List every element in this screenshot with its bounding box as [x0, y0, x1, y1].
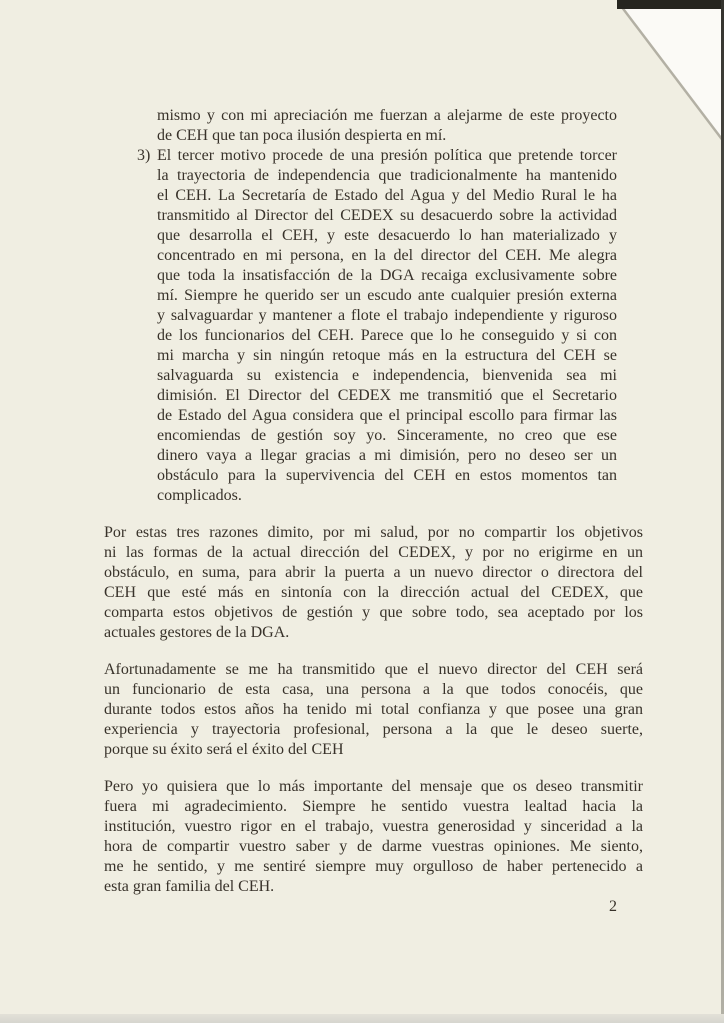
list-item-marker: 3): [137, 147, 151, 164]
text-line: salvaguarda su existencia e independencia, bienvenida sea mi: [157, 367, 617, 384]
page-number: 2: [609, 898, 617, 915]
text-line: mismo y con mi apreciación me fuerzan a alejarme de este proyecto: [157, 107, 617, 124]
text-line: fuera mi agradecimiento. Siempre he sentido vuestra lealtad hacia la: [104, 798, 643, 815]
text-line: obstáculo, en suma, para abrir la puerta a un nuevo director o directora del: [104, 564, 643, 581]
text-line: dimisión. El Director del CEDEX me transmitió que el Secretario: [157, 387, 617, 404]
text-line: y salvaguardar y mantener a flote el trabajo independiente y riguroso: [157, 307, 617, 324]
text-line: mí. Siempre he querido ser un escudo ante cualquier presión externa: [157, 287, 617, 304]
text-line: que desarrolla el CEH, y este desacuerdo lo han materializado y: [157, 227, 617, 244]
text-line: me he sentido, y me sentiré siempre muy orgulloso de haber pertenecido a: [104, 858, 643, 875]
text-line: el CEH. La Secretaría de Estado del Agua y del Medio Rural le ha: [157, 187, 617, 204]
text-line: Por estas tres razones dimito, por mi salud, por no compartir los objetivos: [104, 524, 643, 541]
text-line: de Estado del Agua considera que el principal escollo para firmar las: [157, 407, 617, 424]
text-line: Afortunadamente se me ha transmitido que el nuevo director del CEH será: [104, 661, 643, 678]
list-continuation: [104, 106, 643, 146]
text-line: Pero yo quisiera que lo más importante del mensaje que os deseo transmitir: [104, 778, 643, 795]
text-line: complicados.: [157, 487, 242, 504]
text-line: encomiendas de gestión soy yo. Sinceramente, no creo que ese: [157, 427, 617, 444]
scan-top-edge: [617, 0, 724, 9]
document-body: [104, 106, 643, 917]
text-line: que toda la insatisfacción de la DGA recaiga exclusivamente sobre: [157, 267, 617, 284]
text-line: durante todos estos años ha tenido mi total confianza y que posee una gran: [104, 701, 643, 718]
text-line: dinero vaya a llegar gracias a mi dimisión, pero no deseo ser un: [157, 447, 617, 464]
text-line: mi marcha y sin ningún retoque más en la estructura del CEH se: [157, 347, 617, 364]
paragraph: [104, 523, 643, 643]
text-line: experiencia y trayectoria profesional, persona a la que le deseo suerte,: [104, 721, 643, 738]
text-line: de CEH que tan poca ilusión despierta en mí.: [157, 127, 447, 144]
text-line: CEH que esté más en sintonía con la dirección actual del CEDEX, que: [104, 584, 643, 601]
text-line: la trayectoria de independencia que tradicionalmente ha mantenido: [157, 167, 617, 184]
text-line: hora de compartir vuestro saber y de darme vuestras opiniones. Me siento,: [104, 838, 643, 855]
text-line: obstáculo para la supervivencia del CEH en estos momentos tan: [157, 467, 617, 484]
paragraph: [104, 660, 643, 760]
scan-bottom-edge: [0, 1014, 724, 1023]
document-blocks: [104, 106, 643, 897]
text-line: El tercer motivo procede de una presión política que pretende torcer: [157, 147, 617, 164]
text-line: concentrado en mi persona, en la del director del CEH. Me alegra: [157, 247, 617, 264]
text-line: porque su éxito será el éxito del CEH: [104, 741, 344, 758]
text-line: institución, vuestro rigor en el trabajo, vuestra generosidad y sinceridad a la: [104, 818, 643, 835]
text-line: actuales gestores de la DGA.: [104, 624, 290, 641]
paragraph: [104, 777, 643, 897]
list-item: [104, 146, 643, 506]
text-line: comparta estos objetivos de gestión y que sobre todo, sea aceptado por los: [104, 604, 643, 621]
text-line: transmitido al Director del CEDEX su desacuerdo sobre la actividad: [157, 207, 617, 224]
text-line: de los funcionarios del CEH. Parece que lo he conseguido y si con: [157, 327, 617, 344]
text-line: esta gran familia del CEH.: [104, 878, 275, 895]
text-line: ni las formas de la actual dirección del CEDEX, y por no erigirme en un: [104, 544, 643, 561]
text-line: un funcionario de esta casa, una persona a la que todos conocéis, que: [104, 681, 643, 698]
